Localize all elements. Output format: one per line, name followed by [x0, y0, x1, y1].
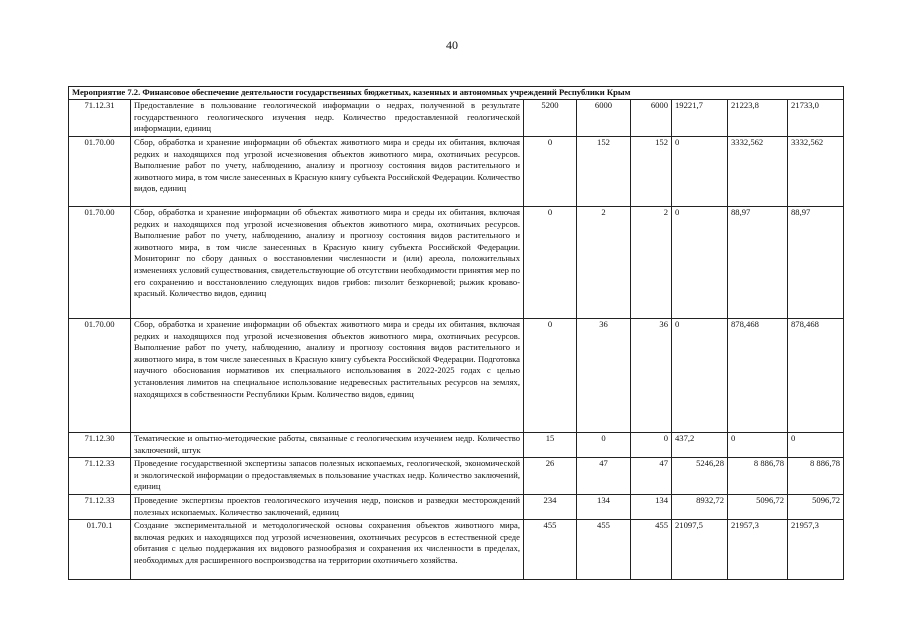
row-value-5: 8 886,78 [728, 458, 788, 495]
section-heading: Мероприятие 7.2. Финансовое обеспечение деятельности государственных бюджетных, казенных и автономных учреждений Республики Крым [69, 87, 844, 100]
table-row [69, 520, 844, 580]
row-value-4: 21097,5 [672, 520, 728, 580]
row-value-1: 5200 [524, 100, 577, 137]
row-value-3: 36 [631, 319, 672, 433]
row-value-6: 878,468 [788, 319, 844, 433]
row-description: Проведение государственной экспертизы запасов полезных ископаемых, геологической, экономической и экологической информации о предоставляемых в пользование участках недр. Количество заключений, единиц [131, 458, 524, 495]
row-description: Сбор, обработка и хранение информации об объектах животного мира и среды их обитания, включая редких и находящихся под угрозой исчезновения объектов животного мира, охотничьих ресурсов. Выполнение работ по учету, наблюдению, анализу и прогнозу состояния видов растительного и животного мира, в том числе занесенных в Красную книгу субъекта Российской Федерации. Мониторинг по сбору данных о восстановлении численности и (или) ареола, положительных изменениях условий существования, свидетельствующие об отсутствии необходимости принятия мер по его сохранению и восстановлению следующих видов грибов: пизолит безкорневой; рыжик кроваво-красный. Количество видов, единиц [131, 207, 524, 319]
row-code: 01.70.00 [69, 319, 131, 433]
row-value-2: 152 [577, 137, 631, 207]
row-value-5: 5096,72 [728, 495, 788, 520]
row-value-2: 6000 [577, 100, 631, 137]
table-row [69, 458, 844, 495]
table-row [69, 100, 844, 137]
row-code: 01.70.00 [69, 137, 131, 207]
row-value-6: 21957,3 [788, 520, 844, 580]
row-code: 71.12.33 [69, 495, 131, 520]
row-value-3: 6000 [631, 100, 672, 137]
row-value-6: 8 886,78 [788, 458, 844, 495]
row-value-1: 234 [524, 495, 577, 520]
row-value-2: 0 [577, 433, 631, 458]
row-value-5: 3332,562 [728, 137, 788, 207]
table-row [69, 319, 844, 433]
row-value-1: 0 [524, 137, 577, 207]
row-value-6: 21733,0 [788, 100, 844, 137]
row-code: 01.70.00 [69, 207, 131, 319]
row-description: Проведение экспертизы проектов геологического изучения недр, поисков и разведки месторождений полезных ископаемых. Количество заключений, единиц [131, 495, 524, 520]
row-value-5: 878,468 [728, 319, 788, 433]
table-row [69, 495, 844, 520]
section-heading-row [69, 87, 844, 100]
table-row [69, 433, 844, 458]
row-value-3: 0 [631, 433, 672, 458]
row-value-1: 26 [524, 458, 577, 495]
row-value-4: 0 [672, 137, 728, 207]
row-value-6: 3332,562 [788, 137, 844, 207]
row-value-1: 455 [524, 520, 577, 580]
row-value-5: 0 [728, 433, 788, 458]
table-row [69, 207, 844, 319]
row-value-6: 0 [788, 433, 844, 458]
row-value-6: 5096,72 [788, 495, 844, 520]
row-value-1: 0 [524, 319, 577, 433]
row-value-5: 21223,8 [728, 100, 788, 137]
row-description: Тематические и опытно-методические работы, связанные с геологическим изучением недр. Количество заключений, штук [131, 433, 524, 458]
row-value-2: 455 [577, 520, 631, 580]
row-description: Предоставление в пользование геологической информации о недрах, полученной в результате государственного геологического изучения недр. Количество предоставленной геологической информации, единиц [131, 100, 524, 137]
row-value-3: 47 [631, 458, 672, 495]
row-value-2: 134 [577, 495, 631, 520]
row-value-4: 437,2 [672, 433, 728, 458]
row-code: 71.12.33 [69, 458, 131, 495]
row-description: Сбор, обработка и хранение информации об объектах животного мира и среды их обитания, включая редких и находящихся под угрозой исчезновения объектов животного мира, охотничьих ресурсов. Выполнение работ по учету, наблюдению, анализу и прогнозу состояния видов растительного и животного мира, в том числе занесенных в Красную книгу субъекта Российской Федерации. Количество видов, единиц [131, 137, 524, 207]
row-value-5: 21957,3 [728, 520, 788, 580]
row-value-3: 2 [631, 207, 672, 319]
row-code: 01.70.1 [69, 520, 131, 580]
table-row [69, 137, 844, 207]
row-description: Сбор, обработка и хранение информации об объектах животного мира и среды их обитания, включая редких и находящихся под угрозой исчезновения объектов животного мира, охотничьих ресурсов. Выполнение работ по учету, наблюдению, анализу и прогнозу состояния видов растительного и животного мира, в том числе занесенных в Красную книгу субъекта Российской Федерации. Подготовка научного обоснования нормативов их специального использования в 2022-2025 годах с целью установления лимитов на специальное использование недревесных растительных ресурсов на землях, находящихся в собственности Республики Крым. Количество видов, единиц [131, 319, 524, 433]
row-value-1: 0 [524, 207, 577, 319]
row-value-3: 152 [631, 137, 672, 207]
activity-table [68, 86, 844, 580]
row-value-4: 19221,7 [672, 100, 728, 137]
row-value-2: 47 [577, 458, 631, 495]
row-value-4: 5246,28 [672, 458, 728, 495]
row-value-4: 0 [672, 207, 728, 319]
row-description: Создание экспериментальной и методологической основы сохранения объектов животного мира, включая редких и находящихся под угрозой исчезновения, охотничьих ресурсов в естественной среде обитания с целью поддержания их видового разнообразия и сохранения их численности в пределах, необходимых для расширенного воспроизводства на территории охотничьего хозяйства. [131, 520, 524, 580]
row-value-2: 36 [577, 319, 631, 433]
row-code: 71.12.31 [69, 100, 131, 137]
row-value-1: 15 [524, 433, 577, 458]
page-number: 40 [446, 38, 458, 52]
row-value-3: 455 [631, 520, 672, 580]
row-value-2: 2 [577, 207, 631, 319]
row-value-5: 88,97 [728, 207, 788, 319]
row-value-4: 8932,72 [672, 495, 728, 520]
row-value-6: 88,97 [788, 207, 844, 319]
row-value-3: 134 [631, 495, 672, 520]
row-value-4: 0 [672, 319, 728, 433]
row-code: 71.12.30 [69, 433, 131, 458]
